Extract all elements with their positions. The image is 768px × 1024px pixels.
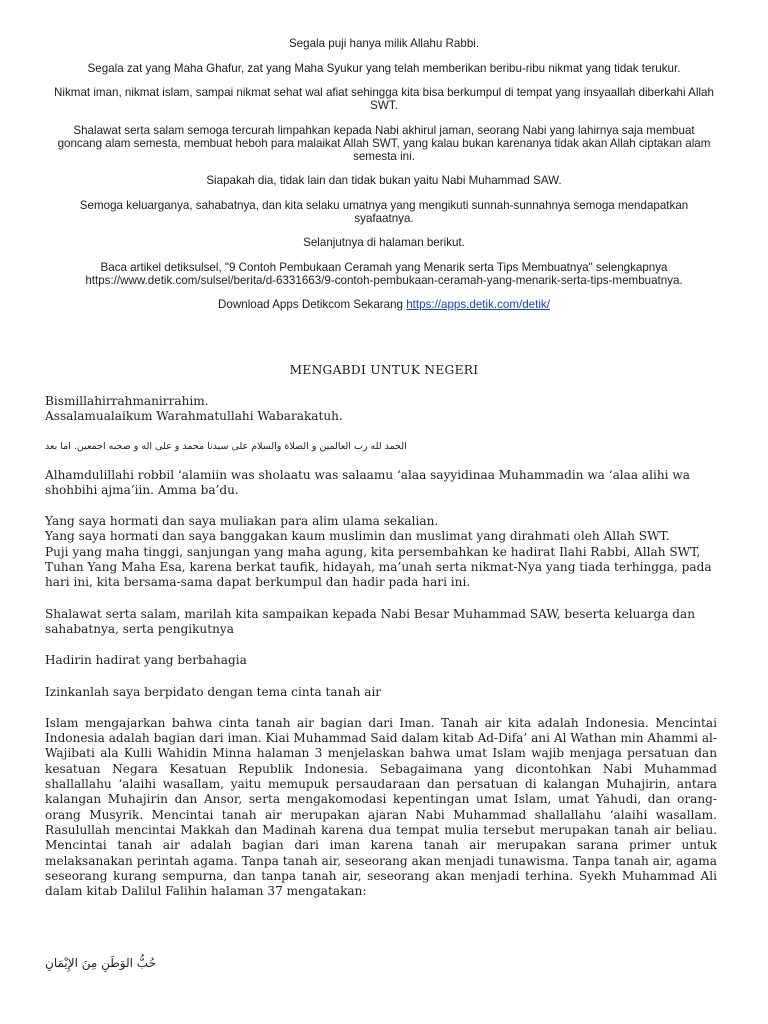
arabic-verse: حُبُّ الوَطَنِ مِنَ الإِيْمَانِ [45, 956, 157, 970]
download-paragraph [52, 298, 716, 311]
paragraph: Semoga keluarganya, sahabatnya, dan kita selaku umatnya yang mengikuti sunnah-sunnahnya semoga mendapatkan syafaatnya. [79, 198, 689, 225]
paragraph: Selanjutnya di halaman berikut. [303, 236, 465, 249]
greeting-praise: Puji yang maha tinggi, sanjungan yang maha agung, kita persembahkan ke hadirat Ilahi Rabbi, Allah SWT, Tuhan Yang Maha Esa, karena berkat taufik, hidayah, ma’unah serta nikmat-Nya yang tiada terhingga, pada hari ini, kita bersama-sama dapat berkumpul dan hadir pada hari ini. [45, 544, 712, 590]
paragraph: Nikmat iman, nikmat islam, sampai nikmat sehat wal afiat sehingga kita bisa berkumpul di tempat yang insyaallah diberkahi Allah SWT. [54, 86, 714, 112]
hadirin-line: Hadirin hadirat yang berbahagia [45, 653, 247, 668]
latin-hamdalah: Alhamdulillahi robbil ‘alamiin was sholaatu was salaamu ‘alaa sayyidinaa Muhammadin wa ‘alaa alihi wa shohbihi ajma’iin. Amma ba’du. [45, 467, 690, 497]
download-link[interactable]: https://apps.detik.com/detik/ [406, 298, 550, 311]
greeting-ulama: Yang saya hormati dan saya muliakan para alim ulama sekalian. [45, 514, 439, 529]
paragraph: Shalawat serta salam semoga tercurah limpahkan kepada Nabi akhirul jaman, seorang Nabi yang lahirnya saja membuat goncang alam semesta, membuat heboh para malaikat Allah SWT, yang kalau bukan karenanya tidak akan Allah ciptakan alam semesta ini. [57, 123, 711, 163]
paragraph: Segala puji hanya milik Allahu Rabbi. [288, 37, 480, 50]
arabic-hamdalah: الحمد لله رب العالمين و الصلاة والسلام على سيدنا محمد و على اله و صحبه اجمعين. اما بعد [45, 440, 407, 452]
opening-salam: Assalamualaikum Warahmatullahi Wabarakatuh. [45, 409, 343, 424]
main-paragraph: Islam mengajarkan bahwa cinta tanah air bagian dari Iman. Tanah air kita adalah Indonesia. Mencintai Indonesia adalah bagian dari iman. Kiai Muhammad Said dalam kitab Ad-Difa’ ani Al Wathan min Ahammi al-Wajibati ala Kulli Wahidin Minna halaman 3 menjelaskan bahwa umat Islam wajib menjaga persatuan dan kesatuan Negara Kesatuan Republik Indonesia. Sebagaimana yang dicontohkan Nabi Muhammad shallallahu ‘alaihi wasallam, yaitu memupuk persaudaraan dan persatuan di kalangan Muhajirin, antara kalangan Muhajirin dan Ansor, serta mengakomodasi kepentingan umat Islam, umat Yahudi, dan orang-orang Musyrik. Mencintai tanah air merupakan ajaran Nabi Muhammad shallallahu ‘alaihi wasallam. Rasulullah mencintai Makkah dan Madinah karena dua tempat mulia tersebut merupakan tanah air beliau. Mencintai tanah air adalah bagian dari iman karena tanah air merupakan sarana primer untuk melaksanakan perintah agama. Tanpa tanah air, seseorang akan menjadi tunawisma. Tanpa tanah air, agama seseorang kurang sempurna, dan tanpa tanah air, seseorang akan menjadi terhina. Syekh Muhammad Ali dalam kitab Dalilul Falihin halaman 37 mengatakan: [45, 715, 717, 899]
document-title: MENGABDI UNTUK NEGERI [289, 363, 479, 377]
paragraph: Segala zat yang Maha Ghafur, zat yang Maha Syukur yang telah memberikan beribu-ribu nikmat yang tidak terukur. [87, 61, 681, 75]
paragraph: Siapakah dia, tidak lain dan tidak bukan yaitu Nabi Muhammad SAW. [206, 174, 562, 187]
shalawat-paragraph: Shalawat serta salam, marilah kita sampaikan kepada Nabi Besar Muhammad SAW, beserta keluarga dan sahabatnya, serta pengikutnya [45, 606, 695, 636]
detik-excerpt [52, 37, 716, 323]
opening-basmalah: Bismillahirrahmanirrahim. [45, 394, 209, 408]
source-paragraph: Baca artikel detiksulsel, "9 Contoh Pembukaan Ceramah yang Menarik serta Tips Membuatnya" selengkapnya https://www.detik.com/sulsel/berita/d-6331663/9-contoh-pembukaan-ceramah-yang-menarik-serta-tips-membuatnya. [85, 260, 683, 287]
izinkan-line: Izinkanlah saya berpidato dengan tema cinta tanah air [45, 684, 382, 699]
speech-body [45, 394, 717, 899]
greeting-muslimin: Yang saya hormati dan saya banggakan kaum muslimin dan muslimat yang dirahmati oleh Allah SWT. [45, 529, 670, 544]
download-label: Download Apps Detikcom Sekarang [218, 298, 407, 311]
